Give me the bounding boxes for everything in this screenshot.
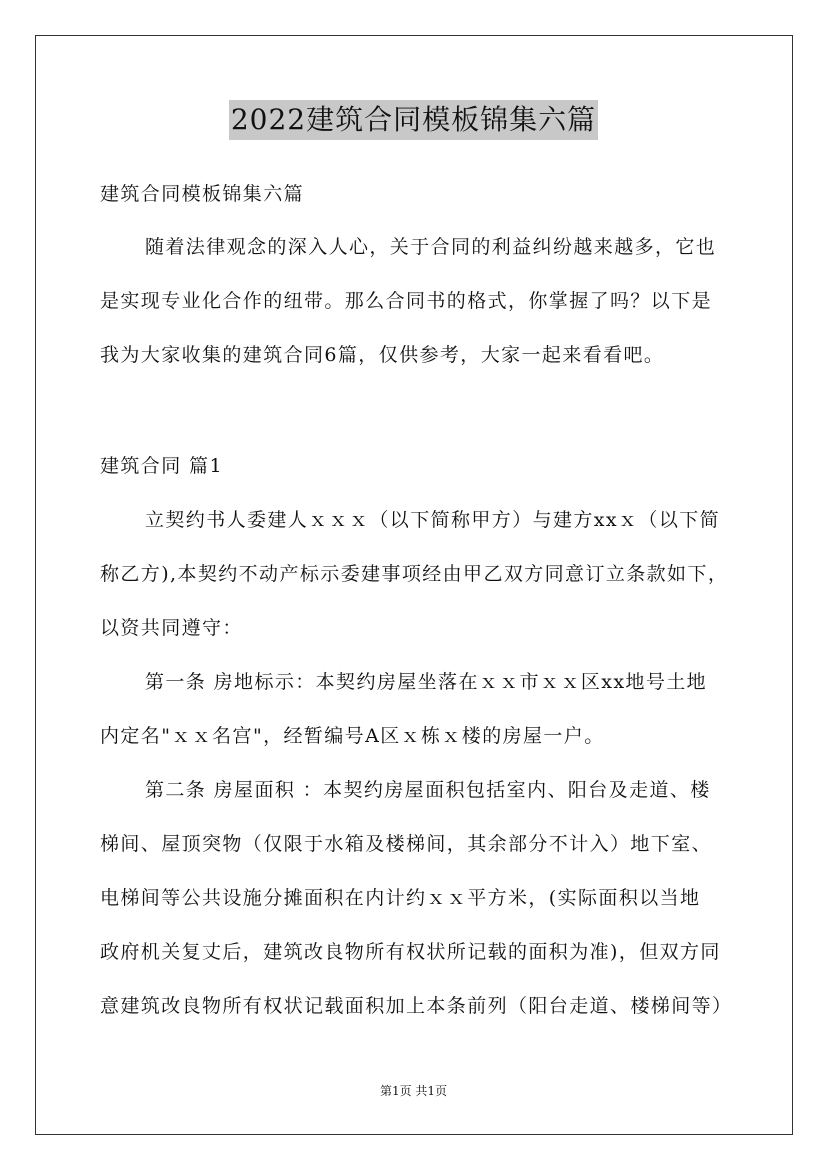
intro-line-2: 是实现专业化合作的纽带。那么合同书的格式，你掌握了吗？以下是	[100, 290, 713, 312]
para1-line-2: 称乙方),本契约不动产标示委建事项经由甲乙双方同意订立条款如下，	[100, 563, 729, 585]
para3-line-5: 意建筑改良物所有权状记载面积加上本条前列（阳台走道、楼梯间等）	[100, 995, 733, 1017]
para2-line-2: 内定名"ｘｘ名宫"，经暂编号A区ｘ栋ｘ楼的房屋一户。	[100, 725, 605, 747]
para3-line-1: 第二条 房屋面积 ：本契约房屋面积包括室内、阳台及走道、楼	[145, 779, 711, 801]
document-subtitle: 建筑合同模板锦集六篇	[100, 183, 305, 205]
page-footer: 第1页 共1页	[379, 1084, 448, 1098]
para2-line-1: 第一条 房地标示：本契约房屋坐落在ｘｘ市ｘｘ区xx地号土地	[145, 671, 708, 693]
section-heading: 建筑合同 篇1	[100, 455, 223, 477]
para3-line-3: 电梯间等公共设施分摊面积在内计约ｘｘ平方米，(实际面积以当地	[100, 887, 701, 909]
para3-line-4: 政府机关复丈后，建筑改良物所有权状所记载的面积为准)，但双方同	[100, 941, 721, 963]
title-container	[0, 100, 827, 140]
intro-line-1: 随着法律观念的深入人心，关于合同的利益纠纷越来越多，它也	[145, 236, 717, 258]
para1-line-1: 立契约书人委建人ｘｘｘ（以下简称甲方）与建方xxｘ（以下简	[145, 509, 721, 531]
para3-line-2: 梯间、屋顶突物（仅限于水箱及楼梯间，其余部分不计入）地下室、	[100, 833, 713, 855]
document-title: 2022建筑合同模板锦集六篇	[229, 100, 598, 140]
para1-line-3: 以资共同遵守：	[100, 617, 243, 639]
intro-line-3: 我为大家收集的建筑合同6篇，仅供参考，大家一起来看看吧。	[100, 344, 665, 366]
